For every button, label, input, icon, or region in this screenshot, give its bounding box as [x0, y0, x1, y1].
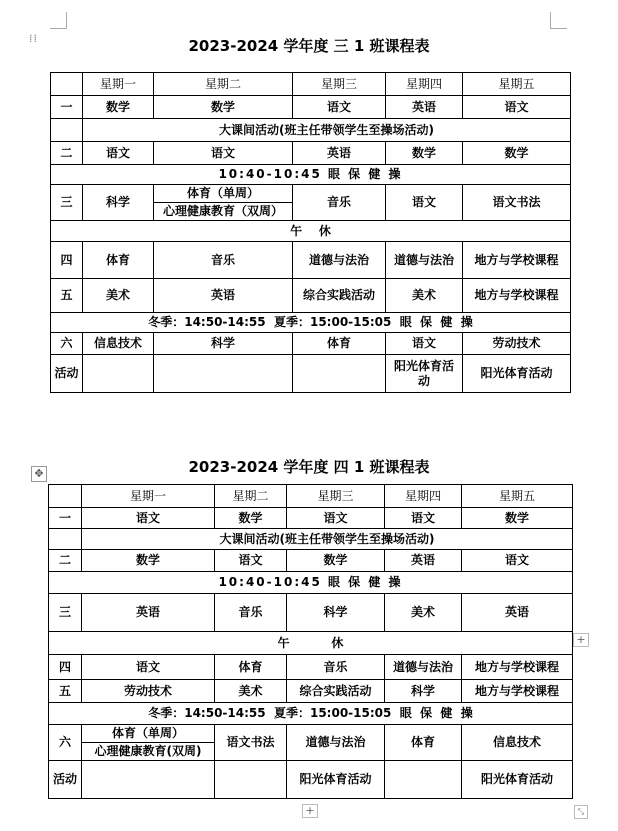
class-cell: 体育	[385, 725, 462, 761]
class-cell: 语文	[293, 96, 386, 119]
day-header: 星期三	[293, 73, 386, 96]
class-cell: 语文	[463, 96, 571, 119]
period-label: 六	[49, 725, 82, 761]
class-cell: 道德与法治	[287, 725, 385, 761]
period-row-4	[49, 655, 573, 680]
class-cell: 数学	[154, 96, 293, 119]
activity-label: 活动	[49, 761, 82, 799]
class-cell: 英语	[386, 96, 463, 119]
class-cell: 地方与学校课程	[463, 242, 571, 279]
break-row	[51, 119, 571, 142]
class-cell: 道德与法治	[386, 242, 463, 279]
class-cell: 道德与法治	[385, 655, 462, 680]
period-label: 三	[49, 594, 82, 632]
class-cell-week-odd: 体育（单周）	[154, 185, 293, 203]
activity-cell	[82, 761, 215, 799]
schedule-table-1	[50, 72, 571, 393]
class-cell: 英语	[154, 279, 293, 313]
period-row-5	[51, 279, 571, 313]
class-cell: 美术	[83, 279, 154, 313]
period-row-2	[51, 142, 571, 165]
class-cell: 数学	[83, 96, 154, 119]
class-cell: 音乐	[287, 655, 385, 680]
class-cell: 音乐	[293, 185, 386, 221]
day-header: 星期五	[463, 73, 571, 96]
class-cell: 数学	[215, 508, 287, 529]
empty-label	[49, 529, 82, 550]
activity-cell	[293, 355, 386, 393]
period-row-6	[49, 725, 573, 743]
noon-break: 午 休	[49, 632, 573, 655]
class-cell: 语文	[215, 550, 287, 572]
class-cell: 道德与法治	[293, 242, 386, 279]
day-header: 星期四	[385, 485, 462, 508]
schedule-table-2	[48, 484, 573, 799]
class-cell: 美术	[385, 594, 462, 632]
class-cell: 综合实践活动	[287, 680, 385, 703]
class-cell: 劳动技术	[82, 680, 215, 703]
eye-exercise-row	[51, 165, 571, 185]
class-cell: 地方与学校课程	[462, 680, 573, 703]
class-cell: 语文	[82, 508, 215, 529]
period-row-2	[49, 550, 573, 572]
class-cell-week-even: 心理健康教育(双周)	[82, 743, 215, 761]
break-activity: 大课间活动(班主任带领学生至操场活动)	[83, 119, 571, 142]
period-label: 四	[49, 655, 82, 680]
corner-cell	[49, 485, 82, 508]
class-cell: 体育	[293, 333, 386, 355]
class-cell: 数学	[462, 508, 573, 529]
afternoon-eye-row	[51, 313, 571, 333]
class-cell: 数学	[386, 142, 463, 165]
break-activity: 大课间活动(班主任带领学生至操场活动)	[82, 529, 573, 550]
afternoon-eye-exercise: 冬季：14:50-14:55 夏季：15:00-15:05 眼 保 健 操	[51, 313, 571, 333]
break-row	[49, 529, 573, 550]
eye-exercise: 10:40-10:45 眼 保 健 操	[51, 165, 571, 185]
class-cell: 语文书法	[215, 725, 287, 761]
noon-break: 午 休	[51, 221, 571, 242]
period-label: 三	[51, 185, 83, 221]
page-corner-mark-top-left	[50, 12, 67, 29]
empty-label	[51, 119, 83, 142]
day-header: 星期五	[462, 485, 573, 508]
activity-cell: 阳光体育活动	[462, 761, 573, 799]
header-row	[49, 485, 573, 508]
period-label: 四	[51, 242, 83, 279]
class-cell: 体育	[215, 655, 287, 680]
page-corner-mark-top-right	[550, 12, 567, 29]
class-cell-week-even: 心理健康教育（双周）	[154, 203, 293, 221]
class-cell: 语文	[385, 508, 462, 529]
class-cell: 英语	[293, 142, 386, 165]
class-cell: 信息技术	[83, 333, 154, 355]
class-cell: 美术	[215, 680, 287, 703]
class-cell: 地方与学校课程	[463, 279, 571, 313]
activity-label: 活动	[51, 355, 83, 393]
class-cell: 语文	[386, 185, 463, 221]
class-cell: 语文	[83, 142, 154, 165]
class-cell: 语文	[386, 333, 463, 355]
table-resize-icon[interactable]: ⤡	[574, 805, 588, 819]
activity-cell: 阳光体育活动	[287, 761, 385, 799]
add-row-icon[interactable]: +	[573, 633, 589, 647]
day-header: 星期二	[215, 485, 287, 508]
page-title-2: 2023-2024 学年度 四 1 班课程表	[188, 458, 430, 476]
class-cell: 语文	[82, 655, 215, 680]
class-cell: 信息技术	[462, 725, 573, 761]
class-cell: 劳动技术	[463, 333, 571, 355]
activity-cell	[83, 355, 154, 393]
class-cell: 语文	[287, 508, 385, 529]
class-cell: 语文	[154, 142, 293, 165]
eye-exercise: 10:40-10:45 眼 保 健 操	[49, 572, 573, 594]
corner-cell	[51, 73, 83, 96]
period-label: 五	[49, 680, 82, 703]
period-row-5	[49, 680, 573, 703]
class-cell: 英语	[82, 594, 215, 632]
period-label: 六	[51, 333, 83, 355]
class-cell: 语文书法	[463, 185, 571, 221]
class-cell: 数学	[463, 142, 571, 165]
class-cell: 英语	[462, 594, 573, 632]
day-header: 星期一	[83, 73, 154, 96]
eye-exercise-row	[49, 572, 573, 594]
day-header: 星期一	[82, 485, 215, 508]
table-move-handle-icon[interactable]: ✥	[31, 466, 47, 482]
afternoon-eye-row	[49, 703, 573, 725]
activity-cell	[385, 761, 462, 799]
class-cell: 英语	[385, 550, 462, 572]
noon-row	[49, 632, 573, 655]
day-header: 星期三	[287, 485, 385, 508]
afternoon-eye-exercise: 冬季：14:50-14:55 夏季：15:00-15:05 眼 保 健 操	[49, 703, 573, 725]
activity-row	[49, 761, 573, 799]
day-header: 星期二	[154, 73, 293, 96]
period-label: 五	[51, 279, 83, 313]
period-label: 一	[49, 508, 82, 529]
class-cell: 体育	[83, 242, 154, 279]
period-row-4	[51, 242, 571, 279]
drag-handle-icon[interactable]: ⁞⁞	[29, 32, 38, 45]
class-cell: 音乐	[154, 242, 293, 279]
period-label: 二	[49, 550, 82, 572]
period-row-6	[51, 333, 571, 355]
class-cell: 美术	[386, 279, 463, 313]
class-cell: 数学	[287, 550, 385, 572]
period-label: 一	[51, 96, 83, 119]
class-cell: 科学	[154, 333, 293, 355]
class-cell: 科学	[385, 680, 462, 703]
activity-cell: 阳光体育活动	[463, 355, 571, 393]
class-cell: 数学	[82, 550, 215, 572]
class-cell: 音乐	[215, 594, 287, 632]
class-cell: 科学	[83, 185, 154, 221]
class-cell-week-odd: 体育（单周）	[82, 725, 215, 743]
class-cell: 地方与学校课程	[462, 655, 573, 680]
period-row-1	[51, 96, 571, 119]
period-row-3	[51, 185, 571, 203]
class-cell: 语文	[462, 550, 573, 572]
activity-row	[51, 355, 571, 393]
add-column-icon[interactable]: +	[302, 804, 318, 818]
page-title-1: 2023-2024 学年度 三 1 班课程表	[188, 37, 430, 55]
activity-cell: 阳光体育活动	[386, 355, 463, 393]
class-cell: 科学	[287, 594, 385, 632]
activity-cell	[215, 761, 287, 799]
period-row-3	[49, 594, 573, 632]
header-row	[51, 73, 571, 96]
period-row-1	[49, 508, 573, 529]
class-cell: 综合实践活动	[293, 279, 386, 313]
period-label: 二	[51, 142, 83, 165]
activity-cell	[154, 355, 293, 393]
day-header: 星期四	[386, 73, 463, 96]
noon-row	[51, 221, 571, 242]
